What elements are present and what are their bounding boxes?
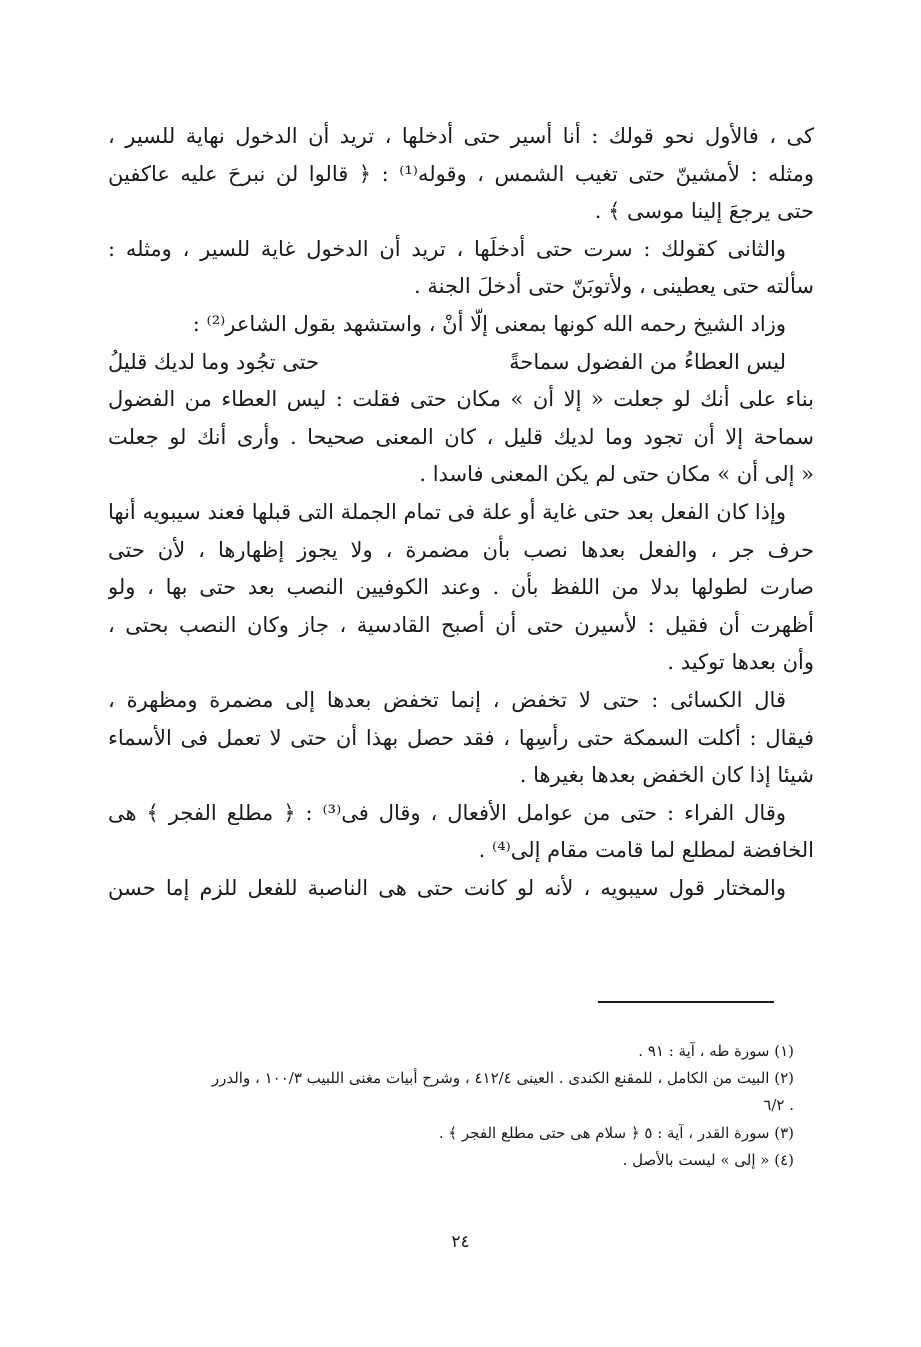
- text-line: أظهرت أن فقيل : لأسيرن حتى أن أصبح القادسية ، جاز وكان النصب بحتى ،: [108, 612, 814, 637]
- text-line: بناء على أنك لو جعلت « إلا أن » مكان حتى فقلت : ليس العطاء من الفضول: [108, 387, 814, 412]
- footnote-continuation: . ٦/٢: [763, 1096, 794, 1115]
- page-number: ٢٤: [451, 1232, 470, 1252]
- text-line: والثانى كقولك : سرت حتى أدخلَها ، تريد أن الدخول غاية للسير ، ومثله :: [108, 236, 786, 261]
- text-line: « إلى أن » مكان حتى لم يكن المعنى فاسدا .: [419, 462, 814, 487]
- verse-first-hemistich: ليس العطاءُ من الفضول سماحةً: [509, 349, 786, 374]
- text-line: فيقال : أكلت السمكة حتى رأسِها ، فقد حصل بهذا أن حتى لا تعمل فى الأسماء: [108, 725, 814, 750]
- footnote: (٤) « إلى » ليست بالأصل .: [622, 1150, 794, 1169]
- footnote-separator: [598, 1001, 774, 1003]
- footnote: (١) سورة طه ، آية : ٩١ .: [638, 1042, 794, 1060]
- text-line: صارت لطولها بدلا من اللفظ بأن . وعند الكوفيين النصب بعد حتى بها ، ولو: [108, 575, 814, 600]
- text-line: ومثله : لأمشينّ حتى تغيب الشمس ، وقوله⁽¹⁾ : ﴿ قالوا لن نبرحَ عليه عاكفين: [108, 161, 814, 186]
- poem-verse: [108, 344, 814, 382]
- text-line: حرف جر ، والفعل بعدها نصب بأن مضمرة ، ولا يجوز إظهارها ، لأن حتى: [108, 537, 814, 562]
- footnotes: [108, 1038, 794, 1174]
- text-line: وقال الفراء : حتى من عوامل الأفعال ، وقال فى⁽³⁾ : ﴿ مطلع الفجر ﴾ هى: [108, 800, 786, 825]
- text-line: قال الكسائى : حتى لا تخفض ، إنما تخفض بعدها إلى مضمرة ومظهرة ،: [108, 687, 786, 712]
- text-line: حتى يرجعَ إلينا موسى ﴾ .: [594, 199, 814, 224]
- text-line: وأن بعدها توكيد .: [667, 650, 814, 675]
- text-line: سألته حتى يعطينى ، ولأتوبَنّ حتى أدخلَ الجنة .: [414, 274, 814, 299]
- text-line: وزاد الشيخ رحمه الله كونها بمعنى إلّا أنْ ، واستشهد بقول الشاعر⁽²⁾ :: [192, 311, 786, 336]
- text-line: وإذا كان الفعل بعد حتى غاية أو علة فى تمام الجملة التى قبلها فعند سيبويه أنها: [108, 499, 786, 524]
- text-line: سماحة إلا أن تجود وما لديك قليل ، كان المعنى صحيحا . وأرى أنك لو جعلت: [108, 424, 814, 449]
- text-line: الخافضة لمطلع لما قامت مقام إلى⁽⁴⁾ .: [478, 838, 814, 863]
- main-text: [108, 118, 814, 907]
- footnote: (٣) سورة القدر ، آية : ٥ ﴿ سلام هى حتى مطلع الفجر ﴾ .: [438, 1123, 794, 1142]
- text-line: كى ، فالأول نحو قولك : أنا أسير حتى أدخلها ، تريد أن الدخول نهاية للسير ،: [108, 124, 814, 148]
- text-line: والمختار قول سيبويه ، لأنه لو كانت حتى هى الناصبة للفعل للزم إما حسن: [108, 875, 786, 900]
- text-line: شيئا إذا كان الخفض بعدها بغيرها .: [519, 763, 814, 788]
- footnote: (٢) البيت من الكامل ، للمقنع الكندى . العينى ٤١٢/٤ ، وشرح أبيات مغنى اللبيب ١٠٠/٣ ، والدرر: [211, 1069, 794, 1088]
- verse-second-hemistich: حتى تجُود وما لديك قليلُ: [108, 349, 320, 374]
